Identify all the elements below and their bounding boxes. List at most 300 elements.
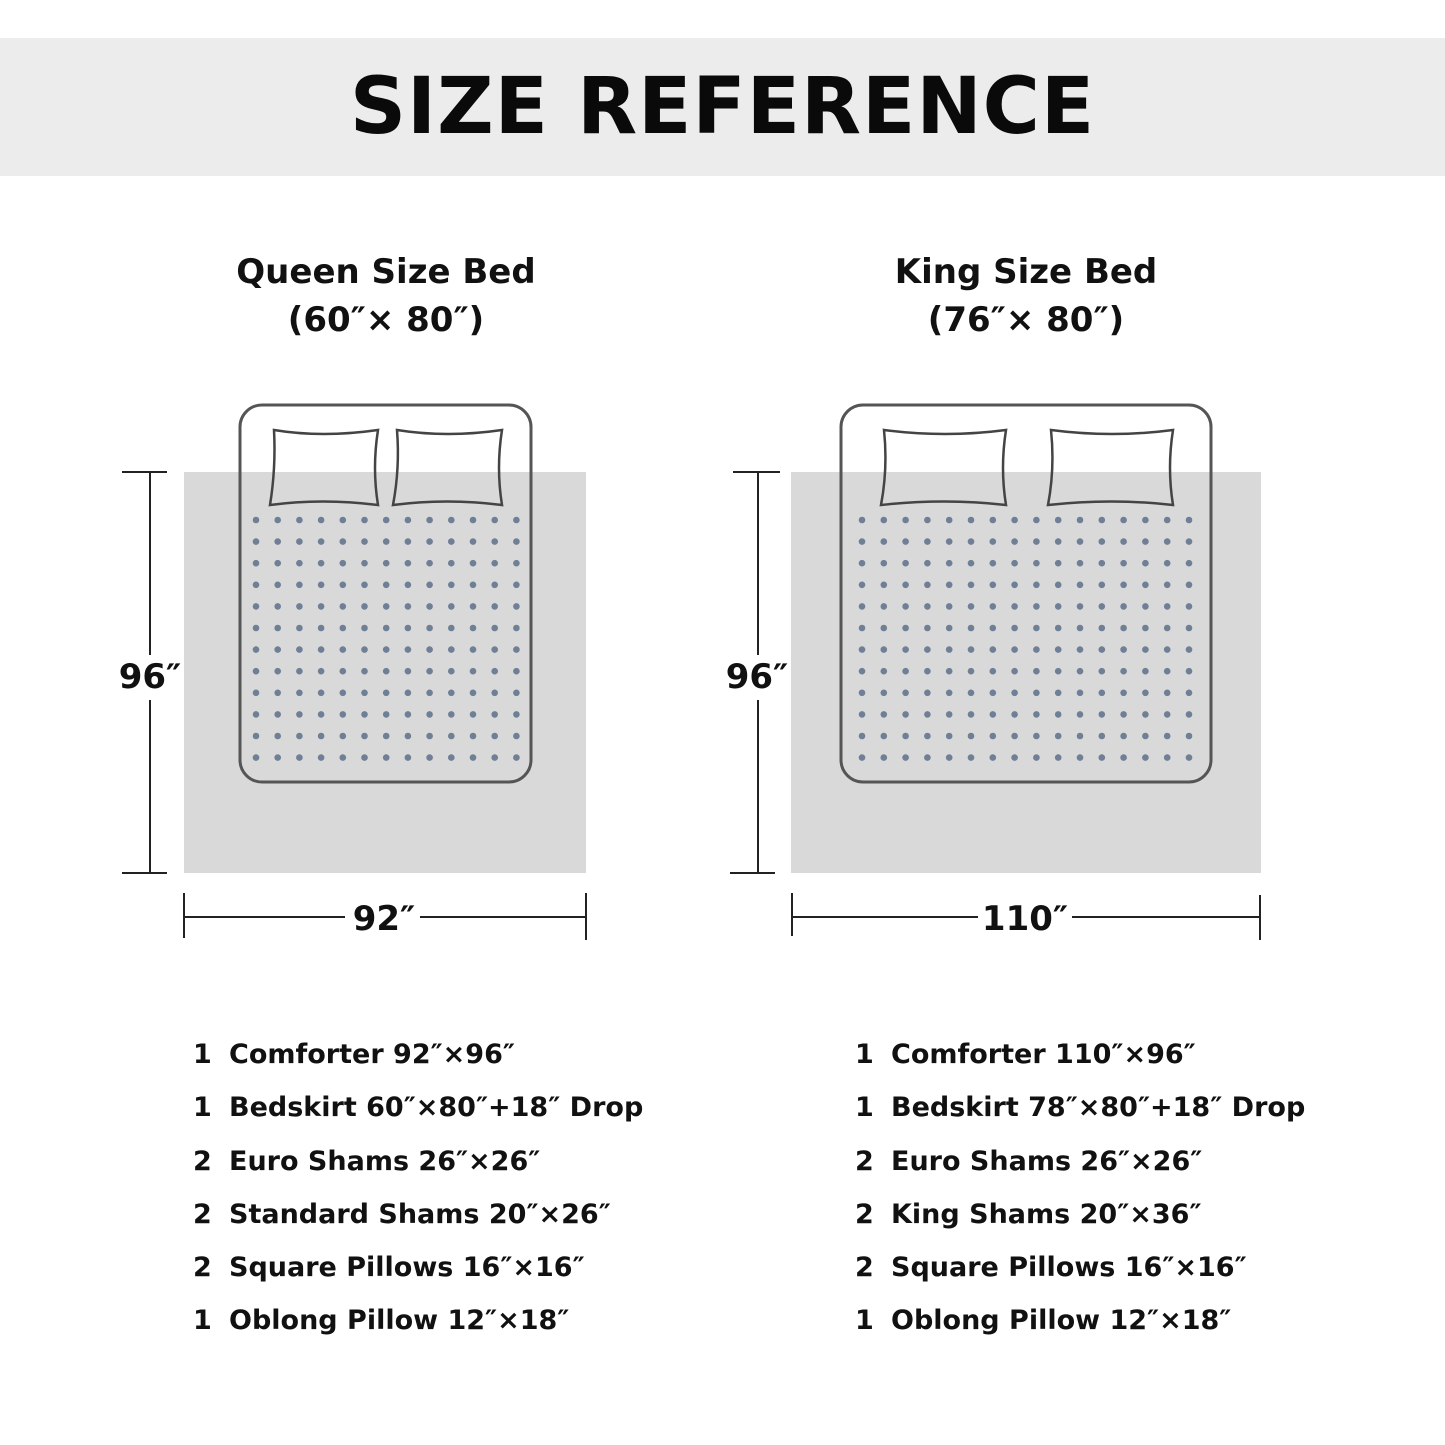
bed-dot bbox=[1033, 754, 1040, 761]
bed-dot bbox=[1033, 517, 1040, 524]
bed-dot bbox=[253, 733, 260, 740]
bed-dot bbox=[274, 690, 281, 697]
bed-dot bbox=[340, 603, 347, 610]
bed-dot bbox=[491, 690, 498, 697]
bed-dot bbox=[296, 754, 303, 761]
bed-dot bbox=[340, 733, 347, 740]
bed-dot bbox=[470, 711, 477, 718]
bed-dot bbox=[902, 668, 909, 675]
bed-dot bbox=[924, 582, 931, 589]
bed-dot bbox=[968, 538, 975, 545]
bed-dot bbox=[383, 560, 390, 567]
king-height-label: 96″ bbox=[725, 657, 789, 697]
bed-dot bbox=[990, 560, 997, 567]
spec-qty: 2 bbox=[855, 1145, 874, 1177]
bed-dot bbox=[253, 517, 260, 524]
bed-dot bbox=[318, 711, 325, 718]
bed-dot bbox=[470, 754, 477, 761]
bed-dot bbox=[1099, 582, 1106, 589]
bed-dot bbox=[405, 733, 412, 740]
bed-dot bbox=[1077, 711, 1084, 718]
bed-dot bbox=[491, 517, 498, 524]
bed-dot bbox=[1142, 560, 1149, 567]
queen-spec-item bbox=[193, 1294, 643, 1347]
spec-qty: 1 bbox=[193, 1039, 212, 1070]
king-width-label: 110″ bbox=[981, 899, 1069, 939]
bed-dot bbox=[946, 733, 953, 740]
bed-dot bbox=[426, 560, 433, 567]
bed-dot bbox=[383, 754, 390, 761]
bed-dot bbox=[859, 711, 866, 718]
bed-dot bbox=[1142, 668, 1149, 675]
bed-dot bbox=[859, 754, 866, 761]
spec-qty: 1 bbox=[193, 1092, 212, 1124]
bed-dot bbox=[361, 690, 368, 697]
bed-dot bbox=[990, 538, 997, 545]
bed-dot bbox=[1055, 754, 1062, 761]
bed-dot bbox=[491, 538, 498, 545]
bed-dot bbox=[274, 646, 281, 653]
bed-dot bbox=[491, 711, 498, 718]
spec-qty: 1 bbox=[193, 1305, 212, 1337]
bed-dot bbox=[1099, 538, 1106, 545]
bed-dot bbox=[1164, 733, 1171, 740]
bed-dot bbox=[361, 711, 368, 718]
bed-dot bbox=[383, 690, 390, 697]
bed-dot bbox=[881, 690, 888, 697]
bed-dot bbox=[1120, 733, 1127, 740]
bed-dot bbox=[296, 733, 303, 740]
bed-dot bbox=[881, 711, 888, 718]
bed-dot bbox=[1186, 754, 1193, 761]
bed-dot bbox=[902, 603, 909, 610]
bed-dot bbox=[946, 668, 953, 675]
bed-dot bbox=[1142, 517, 1149, 524]
bed-dot bbox=[405, 668, 412, 675]
bed-dot bbox=[448, 668, 455, 675]
bed-dot bbox=[361, 625, 368, 632]
bed-dot bbox=[859, 690, 866, 697]
bed-dot bbox=[318, 733, 325, 740]
bed-dot bbox=[513, 582, 520, 589]
bed-dot bbox=[383, 711, 390, 718]
bed-dot bbox=[1142, 711, 1149, 718]
spec-qty: 1 bbox=[855, 1039, 874, 1070]
bed-dot bbox=[361, 646, 368, 653]
bed-dot bbox=[253, 754, 260, 761]
bed-dot bbox=[881, 603, 888, 610]
bed-dot bbox=[859, 560, 866, 567]
bed-dot bbox=[990, 582, 997, 589]
spec-text: Euro Shams 26″×26″ bbox=[891, 1145, 1203, 1177]
bed-dot bbox=[1033, 582, 1040, 589]
bed-dot bbox=[1186, 690, 1193, 697]
bed-dot bbox=[1077, 603, 1084, 610]
bed-dot bbox=[1011, 668, 1018, 675]
bed-dot bbox=[1077, 560, 1084, 567]
bed-dot bbox=[361, 582, 368, 589]
bed-dot bbox=[990, 625, 997, 632]
bed-dot bbox=[902, 646, 909, 653]
spec-qty: 2 bbox=[855, 1252, 874, 1284]
spec-text: Bedskirt 60″×80″+18″ Drop bbox=[229, 1092, 644, 1124]
bed-dot bbox=[318, 560, 325, 567]
bed-dot bbox=[448, 603, 455, 610]
bed-dot bbox=[405, 625, 412, 632]
bed-dot bbox=[274, 754, 281, 761]
spec-qty: 2 bbox=[193, 1252, 212, 1284]
king-diagram bbox=[726, 405, 1261, 940]
spec-text: Comforter 110″×96″ bbox=[891, 1039, 1196, 1070]
bed-dot bbox=[513, 538, 520, 545]
bed-dot bbox=[253, 711, 260, 718]
bed-dot bbox=[448, 538, 455, 545]
bed-dot bbox=[1099, 625, 1106, 632]
bed-dot bbox=[968, 690, 975, 697]
spec-qty: 1 bbox=[855, 1305, 874, 1337]
bed-dot bbox=[448, 560, 455, 567]
bed-dot bbox=[1011, 690, 1018, 697]
spec-qty: 2 bbox=[193, 1145, 212, 1177]
bed-dot bbox=[902, 517, 909, 524]
bed-dot bbox=[1164, 560, 1171, 567]
bed-dot bbox=[296, 668, 303, 675]
bed-dot bbox=[470, 690, 477, 697]
bed-dot bbox=[383, 625, 390, 632]
bed-dot bbox=[426, 711, 433, 718]
bed-dot bbox=[1186, 625, 1193, 632]
bed-dot bbox=[340, 582, 347, 589]
bed-dot bbox=[968, 517, 975, 524]
bed-dot bbox=[1120, 711, 1127, 718]
queen-diagram bbox=[119, 405, 586, 940]
bed-dot bbox=[361, 560, 368, 567]
bed-dot bbox=[383, 582, 390, 589]
bed-dot bbox=[1055, 625, 1062, 632]
bed-dot bbox=[1011, 560, 1018, 567]
bed-dot bbox=[296, 690, 303, 697]
bed-dot bbox=[274, 625, 281, 632]
bed-dot bbox=[859, 603, 866, 610]
bed-dot bbox=[513, 603, 520, 610]
bed-dot bbox=[274, 560, 281, 567]
bed-dot bbox=[361, 517, 368, 524]
spec-text: Square Pillows 16″×16″ bbox=[229, 1252, 585, 1284]
bed-dot bbox=[426, 733, 433, 740]
bed-dot bbox=[470, 517, 477, 524]
bed-dot bbox=[1120, 646, 1127, 653]
bed-dot bbox=[1011, 733, 1018, 740]
bed-dot bbox=[448, 582, 455, 589]
bed-dot bbox=[881, 668, 888, 675]
queen-spec-item bbox=[193, 1241, 643, 1294]
bed-dot bbox=[1186, 538, 1193, 545]
bed-dot bbox=[426, 582, 433, 589]
bed-dot bbox=[1033, 625, 1040, 632]
bed-dot bbox=[1186, 646, 1193, 653]
bed-dot bbox=[448, 690, 455, 697]
bed-dot bbox=[470, 733, 477, 740]
bed-dot bbox=[990, 711, 997, 718]
bed-dot bbox=[405, 560, 412, 567]
bed-dot bbox=[1142, 690, 1149, 697]
bed-dot bbox=[274, 517, 281, 524]
bed-dot bbox=[990, 754, 997, 761]
queen-spec-item bbox=[193, 1028, 643, 1081]
bed-dot bbox=[405, 754, 412, 761]
bed-dot bbox=[881, 582, 888, 589]
bed-dot bbox=[1011, 603, 1018, 610]
bed-dot bbox=[990, 690, 997, 697]
bed-dot bbox=[1120, 538, 1127, 545]
bed-dot bbox=[1186, 668, 1193, 675]
king-bed-name: King Size Bed bbox=[894, 252, 1158, 292]
bed-dot bbox=[1055, 646, 1062, 653]
bed-dot bbox=[340, 646, 347, 653]
bed-dot bbox=[968, 733, 975, 740]
bed-dot bbox=[513, 733, 520, 740]
bed-dot bbox=[1142, 625, 1149, 632]
bed-dot bbox=[426, 625, 433, 632]
bed-dot bbox=[318, 754, 325, 761]
bed-dot bbox=[491, 646, 498, 653]
bed-dot bbox=[968, 560, 975, 567]
bed-dot bbox=[513, 517, 520, 524]
bed-dot bbox=[296, 711, 303, 718]
bed-dot bbox=[1033, 603, 1040, 610]
bed-dot bbox=[924, 690, 931, 697]
bed-dot bbox=[296, 646, 303, 653]
bed-dot bbox=[1055, 538, 1062, 545]
spec-qty: 2 bbox=[193, 1198, 212, 1230]
king-bed-size: (76″× 80″) bbox=[927, 300, 1125, 340]
bed-dot bbox=[1011, 517, 1018, 524]
bed-dot bbox=[1055, 733, 1062, 740]
bed-dot bbox=[318, 668, 325, 675]
bed-dot bbox=[1164, 754, 1171, 761]
bed-dot bbox=[340, 560, 347, 567]
bed-dot bbox=[1077, 668, 1084, 675]
page-title: SIZE REFERENCE bbox=[349, 62, 1096, 152]
bed-dot bbox=[253, 582, 260, 589]
bed-dot bbox=[859, 733, 866, 740]
bed-dot bbox=[902, 733, 909, 740]
bed-dot bbox=[405, 711, 412, 718]
bed-dot bbox=[946, 711, 953, 718]
bed-dot bbox=[383, 517, 390, 524]
bed-dot bbox=[881, 625, 888, 632]
bed-dot bbox=[491, 733, 498, 740]
bed-dot bbox=[296, 538, 303, 545]
bed-dot bbox=[296, 625, 303, 632]
bed-dot bbox=[274, 711, 281, 718]
bed-dot bbox=[318, 646, 325, 653]
bed-dot bbox=[318, 582, 325, 589]
bed-dot bbox=[426, 538, 433, 545]
bed-dot bbox=[990, 603, 997, 610]
bed-dot bbox=[1011, 625, 1018, 632]
bed-dot bbox=[924, 668, 931, 675]
bed-dot bbox=[924, 517, 931, 524]
bed-dot bbox=[990, 646, 997, 653]
bed-dot bbox=[274, 668, 281, 675]
spec-text: Oblong Pillow 12″×18″ bbox=[891, 1305, 1232, 1337]
bed-dot bbox=[859, 646, 866, 653]
bed-dot bbox=[990, 517, 997, 524]
bed-dot bbox=[1055, 603, 1062, 610]
bed-dot bbox=[968, 711, 975, 718]
bed-dot bbox=[1033, 733, 1040, 740]
bed-dot bbox=[470, 668, 477, 675]
bed-dot bbox=[990, 733, 997, 740]
bed-dot bbox=[361, 538, 368, 545]
bed-dot bbox=[296, 560, 303, 567]
bed-dot bbox=[902, 582, 909, 589]
bed-dot bbox=[1142, 582, 1149, 589]
bed-dot bbox=[1011, 538, 1018, 545]
bed-dot bbox=[859, 668, 866, 675]
bed-dot bbox=[1164, 603, 1171, 610]
bed-dot bbox=[448, 711, 455, 718]
bed-dot bbox=[968, 603, 975, 610]
bed-dot bbox=[426, 517, 433, 524]
bed-dot bbox=[1099, 733, 1106, 740]
bed-dot bbox=[1077, 538, 1084, 545]
queen-spec-item bbox=[193, 1081, 643, 1134]
bed-dot bbox=[946, 690, 953, 697]
bed-dot bbox=[318, 538, 325, 545]
spec-text: Euro Shams 26″×26″ bbox=[229, 1145, 541, 1177]
bed-dot bbox=[946, 625, 953, 632]
spec-text: Bedskirt 78″×80″+18″ Drop bbox=[891, 1092, 1306, 1124]
bed-dot bbox=[1033, 646, 1040, 653]
bed-dot bbox=[513, 668, 520, 675]
bed-dot bbox=[946, 560, 953, 567]
bed-dot bbox=[383, 733, 390, 740]
bed-dot bbox=[448, 754, 455, 761]
bed-dot bbox=[946, 517, 953, 524]
bed-dot bbox=[491, 560, 498, 567]
bed-dot bbox=[513, 711, 520, 718]
queen-spec-item bbox=[193, 1135, 643, 1188]
bed-dot bbox=[1033, 538, 1040, 545]
bed-dot bbox=[448, 646, 455, 653]
bed-dot bbox=[340, 711, 347, 718]
bed-dot bbox=[902, 560, 909, 567]
bed-dot bbox=[470, 582, 477, 589]
bed-dot bbox=[470, 603, 477, 610]
bed-dot bbox=[902, 625, 909, 632]
bed-dot bbox=[946, 582, 953, 589]
queen-spec-item bbox=[193, 1188, 643, 1241]
bed-dot bbox=[470, 625, 477, 632]
bed-dot bbox=[274, 538, 281, 545]
bed-dot bbox=[253, 603, 260, 610]
bed-dot bbox=[253, 538, 260, 545]
bed-dot bbox=[1164, 668, 1171, 675]
bed-dot bbox=[253, 625, 260, 632]
bed-dot bbox=[881, 646, 888, 653]
bed-dot bbox=[426, 668, 433, 675]
bed-dot bbox=[1186, 711, 1193, 718]
bed-dot bbox=[1120, 754, 1127, 761]
bed-dot bbox=[383, 668, 390, 675]
bed-dot bbox=[1120, 668, 1127, 675]
bed-dot bbox=[383, 603, 390, 610]
bed-dot bbox=[1077, 646, 1084, 653]
bed-dot bbox=[924, 560, 931, 567]
bed-dot bbox=[1164, 646, 1171, 653]
bed-dot bbox=[1011, 754, 1018, 761]
bed-dot bbox=[924, 603, 931, 610]
bed-dot bbox=[470, 560, 477, 567]
bed-dot bbox=[1120, 603, 1127, 610]
bed-dot bbox=[383, 538, 390, 545]
queen-bed-size: (60″× 80″) bbox=[287, 300, 485, 340]
bed-dot bbox=[1099, 603, 1106, 610]
bed-dot bbox=[1142, 538, 1149, 545]
bed-dot bbox=[968, 625, 975, 632]
bed-dot bbox=[318, 690, 325, 697]
bed-dot bbox=[1120, 582, 1127, 589]
bed-dot bbox=[1055, 582, 1062, 589]
bed-dot bbox=[513, 754, 520, 761]
bed-dot bbox=[902, 538, 909, 545]
spec-qty: 2 bbox=[855, 1198, 874, 1230]
bed-dot bbox=[426, 603, 433, 610]
bed-dot bbox=[1055, 711, 1062, 718]
bed-dot bbox=[1164, 690, 1171, 697]
spec-text: Square Pillows 16″×16″ bbox=[891, 1252, 1247, 1284]
bed-dot bbox=[1033, 668, 1040, 675]
bed-dot bbox=[448, 517, 455, 524]
bed-dot bbox=[1077, 754, 1084, 761]
bed-dot bbox=[881, 517, 888, 524]
bed-dot bbox=[448, 733, 455, 740]
bed-dot bbox=[491, 582, 498, 589]
bed-dot bbox=[274, 582, 281, 589]
bed-dot bbox=[1077, 582, 1084, 589]
bed-dot bbox=[1077, 517, 1084, 524]
bed-dot bbox=[1164, 582, 1171, 589]
king-spec-item bbox=[855, 1241, 1305, 1294]
bed-dot bbox=[1186, 733, 1193, 740]
bed-dot bbox=[859, 538, 866, 545]
bed-dot bbox=[1055, 690, 1062, 697]
bed-dot bbox=[1186, 560, 1193, 567]
bed-dot bbox=[253, 668, 260, 675]
bed-dot bbox=[513, 690, 520, 697]
bed-dot bbox=[1011, 711, 1018, 718]
bed-dot bbox=[859, 517, 866, 524]
bed-dot bbox=[924, 733, 931, 740]
queen-spec-list bbox=[193, 1028, 643, 1348]
bed-dot bbox=[1099, 560, 1106, 567]
bed-dot bbox=[1011, 582, 1018, 589]
bed-dot bbox=[859, 582, 866, 589]
bed-dot bbox=[1120, 517, 1127, 524]
queen-width-label: 92″ bbox=[352, 899, 416, 939]
bed-dot bbox=[902, 690, 909, 697]
spec-qty: 1 bbox=[855, 1092, 874, 1124]
bed-dot bbox=[990, 668, 997, 675]
king-spec-list bbox=[855, 1028, 1305, 1348]
bed-dot bbox=[361, 668, 368, 675]
bed-dot bbox=[968, 668, 975, 675]
bed-dot bbox=[1077, 690, 1084, 697]
bed-dot bbox=[491, 625, 498, 632]
bed-dot bbox=[902, 754, 909, 761]
